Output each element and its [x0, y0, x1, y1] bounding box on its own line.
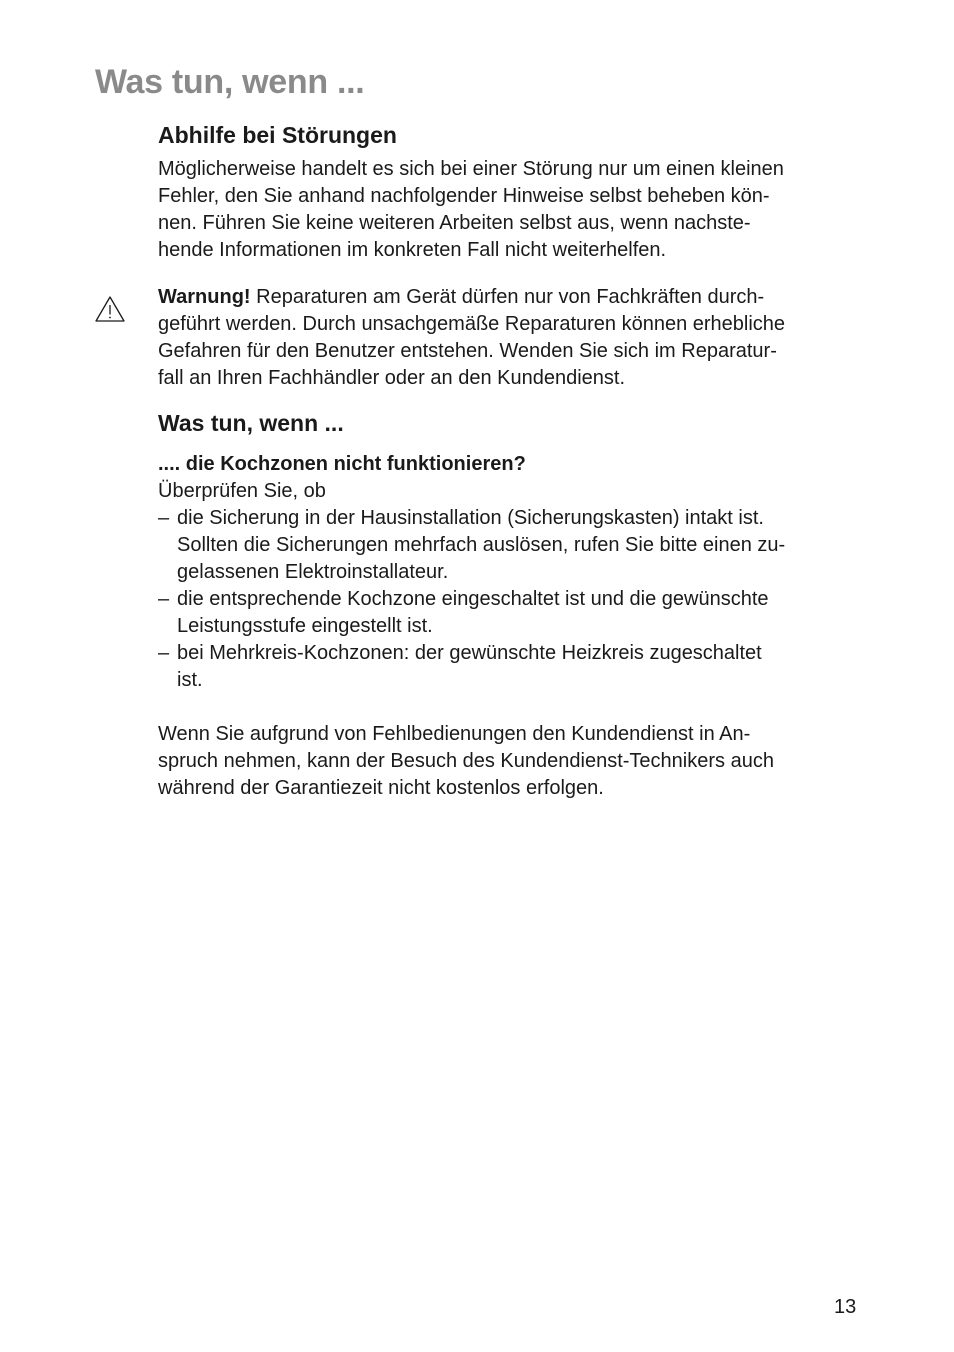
text-line: nen. Führen Sie keine weiteren Arbeiten selbst aus, wenn nachste- — [158, 212, 751, 234]
list-item — [158, 505, 785, 586]
closing-paragraph — [158, 721, 774, 802]
section-heading-what-to-do: Was tun, wenn ... — [158, 410, 344, 436]
text-line: Sollten die Sicherungen mehrfach auslösen, rufen Sie bitte einen zu- — [177, 534, 786, 556]
text-line: Leistungsstufe eingestellt ist. — [177, 615, 433, 637]
text-line: spruch nehmen, kann der Besuch des Kundendienst-Technikers auch — [158, 750, 774, 772]
text-line: gelassenen Elektroinstallateur. — [177, 561, 449, 583]
text-line: die entsprechende Kochzone eingeschaltet ist und die gewünschte — [177, 588, 769, 610]
bullet-dash: – — [158, 642, 170, 664]
section-heading-troubleshooting: Abhilfe bei Störungen — [158, 122, 397, 148]
text-line: während der Garantiezeit nicht kostenlos erfolgen. — [158, 777, 604, 799]
text-line: Wenn Sie aufgrund von Fehlbedienungen den Kundendienst in An- — [158, 723, 751, 745]
page-title: Was tun, wenn ... — [95, 63, 365, 101]
check-intro — [158, 478, 326, 505]
text-line: Überprüfen Sie, ob — [158, 480, 326, 502]
warning-paragraph — [158, 284, 785, 392]
text-line — [158, 284, 785, 311]
intro-paragraph — [158, 156, 784, 264]
warning-text: Reparaturen am Gerät dürfen nur von Fachkräften durch- — [250, 286, 765, 308]
warning-triangle-icon — [94, 294, 126, 324]
text-line: die Sicherung in der Hausinstallation (Sicherungskasten) intakt ist. — [177, 507, 764, 529]
text-line: ist. — [177, 669, 203, 691]
text-line: Fehler, den Sie anhand nachfolgender Hinweise selbst beheben kön- — [158, 185, 770, 207]
text-line: hende Informationen im konkreten Fall nicht weiterhelfen. — [158, 239, 667, 261]
list-item — [158, 586, 785, 640]
bullet-dash: – — [158, 588, 170, 610]
text-line: fall an Ihren Fachhändler oder an den Kundendienst. — [158, 367, 626, 389]
text-line: Möglicherweise handelt es sich bei einer Störung nur um einen kleinen — [158, 158, 784, 180]
warning-label: Warnung! — [158, 286, 251, 308]
page-number: 13 — [834, 1296, 857, 1318]
bullet-dash: – — [158, 507, 170, 529]
text-line: Gefahren für den Benutzer entstehen. Wenden Sie sich im Reparatur- — [158, 340, 777, 362]
check-list — [158, 505, 785, 694]
text-line: bei Mehrkreis-Kochzonen: der gewünschte Heizkreis zugeschaltet — [177, 642, 762, 664]
text-line: geführt werden. Durch unsachgemäße Reparaturen können erhebliche — [158, 313, 786, 335]
question-heading: .... die Kochzonen nicht funktionieren? — [158, 453, 526, 475]
list-item — [158, 640, 785, 694]
